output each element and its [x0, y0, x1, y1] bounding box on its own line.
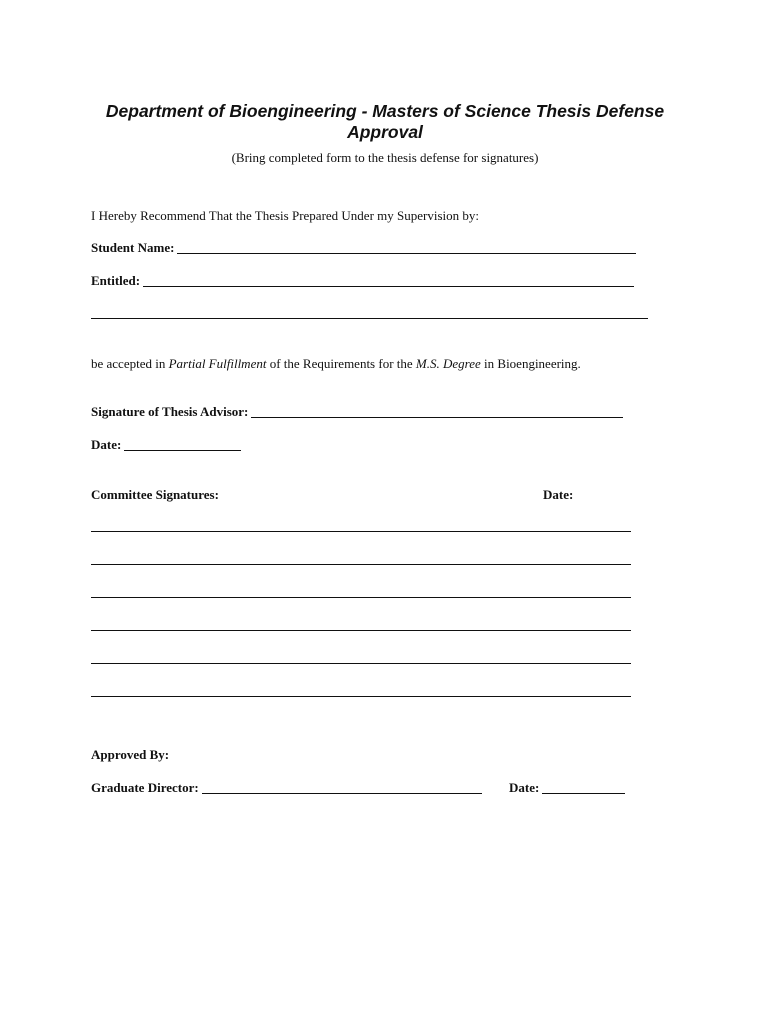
committee-signature-line-3[interactable] [91, 597, 631, 598]
graduate-director-label: Graduate Director: [91, 780, 199, 795]
committee-signatures-label: Committee Signatures: [91, 487, 219, 502]
committee-signature-line-1[interactable] [91, 531, 631, 532]
committee-signature-line-6[interactable] [91, 696, 631, 697]
graduate-director-field[interactable] [91, 780, 482, 796]
advisor-signature-field[interactable] [91, 404, 623, 420]
advisor-signature-blank[interactable] [251, 405, 623, 418]
student-name-field[interactable] [91, 240, 636, 256]
graduate-director-date-label: Date: [509, 780, 540, 795]
committee-signature-line-2[interactable] [91, 564, 631, 565]
advisor-date-label: Date: [91, 437, 122, 452]
student-name-label: Student Name: [91, 240, 175, 255]
form-title-line-2: Approval [347, 122, 423, 142]
entitled-blank[interactable] [143, 274, 634, 287]
committee-signature-line-4[interactable] [91, 630, 631, 631]
form-title-line-1: Department of Bioengineering - Masters of Science Thesis Defense [105, 101, 665, 121]
accepted-prefix: be accepted in [91, 356, 169, 371]
entitled-label: Entitled: [91, 273, 141, 288]
graduate-director-date-blank[interactable] [542, 781, 625, 794]
entitled-field[interactable] [91, 273, 634, 289]
entitled-continuation-blank[interactable] [91, 318, 648, 319]
advisor-signature-label: Signature of Thesis Advisor: [91, 404, 249, 419]
committee-date-label: Date: [543, 487, 574, 502]
approved-by-label: Approved By: [91, 747, 170, 762]
degree-text: M.S. Degree [415, 356, 481, 371]
graduate-director-blank[interactable] [202, 781, 482, 794]
committee-signature-line-5[interactable] [91, 663, 631, 664]
recommend-statement: I Hereby Recommend That the Thesis Prepared Under my Supervision by: [91, 208, 479, 223]
advisor-date-blank[interactable] [124, 438, 241, 451]
student-name-blank[interactable] [177, 241, 636, 254]
advisor-date-field[interactable] [91, 437, 241, 453]
form-title [90, 101, 680, 143]
accepted-suffix: in Bioengineering. [480, 356, 581, 371]
partial-fulfillment-text: Partial Fulfillment [168, 356, 267, 371]
accepted-mid: of the Requirements for the [266, 356, 416, 371]
accepted-statement [91, 356, 581, 372]
form-subtitle: (Bring completed form to the thesis defense for signatures) [231, 150, 539, 165]
graduate-director-date-field[interactable] [509, 780, 625, 796]
